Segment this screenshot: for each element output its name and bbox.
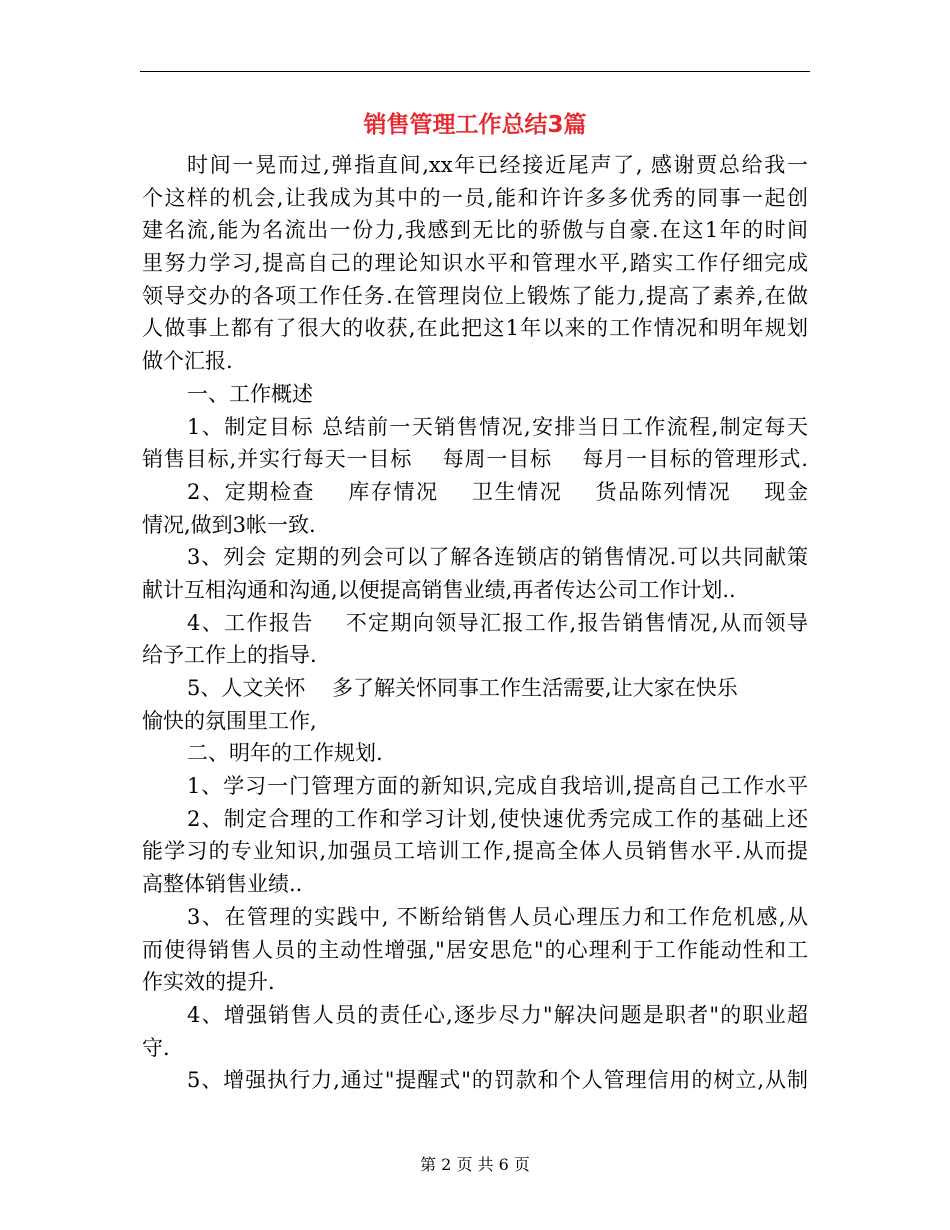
body-line: 做个汇报. (142, 349, 233, 374)
body-line: 里努力学习,提高自己的理论知识水平和管理水平,踏实工作仔细完成 (142, 251, 808, 276)
list-item (142, 411, 808, 476)
header-rule (140, 71, 810, 72)
body-line: 献计互相沟通和沟通,以便提高销售业绩,再者传达公司工作计划.. (142, 577, 736, 602)
body-line: 个这样的机会,让我成为其中的一员,能和许许多多优秀的同事一起创 (142, 185, 808, 210)
list-item (142, 999, 808, 1064)
section-heading-text: 二、明年的工作规划. (187, 741, 383, 766)
body-line: 领导交办的各项工作任务.在管理岗位上锻炼了能力,提高了素养,在做 (142, 283, 808, 308)
body-line: 而使得销售人员的主动性增强,"居安思危"的心理利于工作能动性和工 (142, 937, 808, 962)
list-item (142, 770, 808, 803)
section-heading (142, 737, 808, 770)
list-item (142, 672, 808, 737)
body-line: 愉快的氛围里工作, (142, 708, 317, 733)
body-line: 高整体销售业绩.. (142, 872, 303, 897)
body-line: 守. (142, 1035, 170, 1060)
body-line: 4、增强销售人员的责任心,逐步尽力"解决问题是职者"的职业超 (187, 1002, 808, 1027)
body-line: 人做事上都有了很大的收获,在此把这1年以来的工作情况和明年规划 (142, 316, 808, 341)
body-line: 能学习的专业知识,加强员工培训工作,提高全体人员销售水平.从而提 (142, 839, 808, 864)
document-title: 销售管理工作总结3篇 (363, 112, 587, 138)
document-body (142, 149, 808, 1097)
body-line: 3、列会 定期的列会可以了解各连锁店的销售情况.可以共同献策 (187, 545, 808, 570)
body-line: 情况,做到3帐一致. (142, 512, 316, 537)
body-line: 2、制定合理的工作和学习计划,使快速优秀完成工作的基础上还 (187, 806, 808, 831)
body-line: 1、学习一门管理方面的新知识,完成自我培训,提高自己工作水平 (187, 774, 808, 799)
body-line: 建名流,能为名流出一份力,我感到无比的骄傲与自豪.在这1年的时间 (142, 218, 808, 243)
body-line: 3、在管理的实践中, 不断给销售人员心理压力和工作危机感,从 (187, 904, 808, 929)
body-line: 4、工作报告 不定期向领导汇报工作,报告销售情况,从而领导 (187, 610, 808, 635)
body-line: 作实效的提升. (142, 970, 275, 995)
page-number-footer: 第 2 页 共 6 页 (420, 1155, 530, 1174)
list-item (142, 541, 808, 606)
paragraph-intro (142, 149, 808, 378)
body-line: 5、增强执行力,通过"提醒式"的罚款和个人管理信用的树立,从制 (187, 1068, 808, 1093)
body-line: 时间一晃而过,弹指直间,xx年已经接近尾声了, 感谢贾总给我一 (187, 153, 808, 177)
body-line: 销售目标,并实行每天一目标 每周一目标 每月一目标的管理形式. (142, 447, 808, 472)
list-item (142, 803, 808, 901)
list-item (142, 901, 808, 999)
body-line: 给予工作上的指导. (142, 643, 317, 668)
body-line: 2、定期检查 库存情况 卫生情况 货品陈列情况 现金 (187, 479, 808, 504)
body-line: 1、制定目标 总结前一天销售情况,安排当日工作流程,制定每天 (187, 414, 808, 439)
list-item (142, 1064, 808, 1097)
list-item (142, 476, 808, 541)
list-item (142, 607, 808, 672)
body-line: 5、人文关怀 多了解关怀同事工作生活需要,让大家在快乐 (187, 676, 738, 700)
section-heading (142, 378, 808, 411)
section-heading-text: 一、工作概述 (187, 381, 313, 406)
